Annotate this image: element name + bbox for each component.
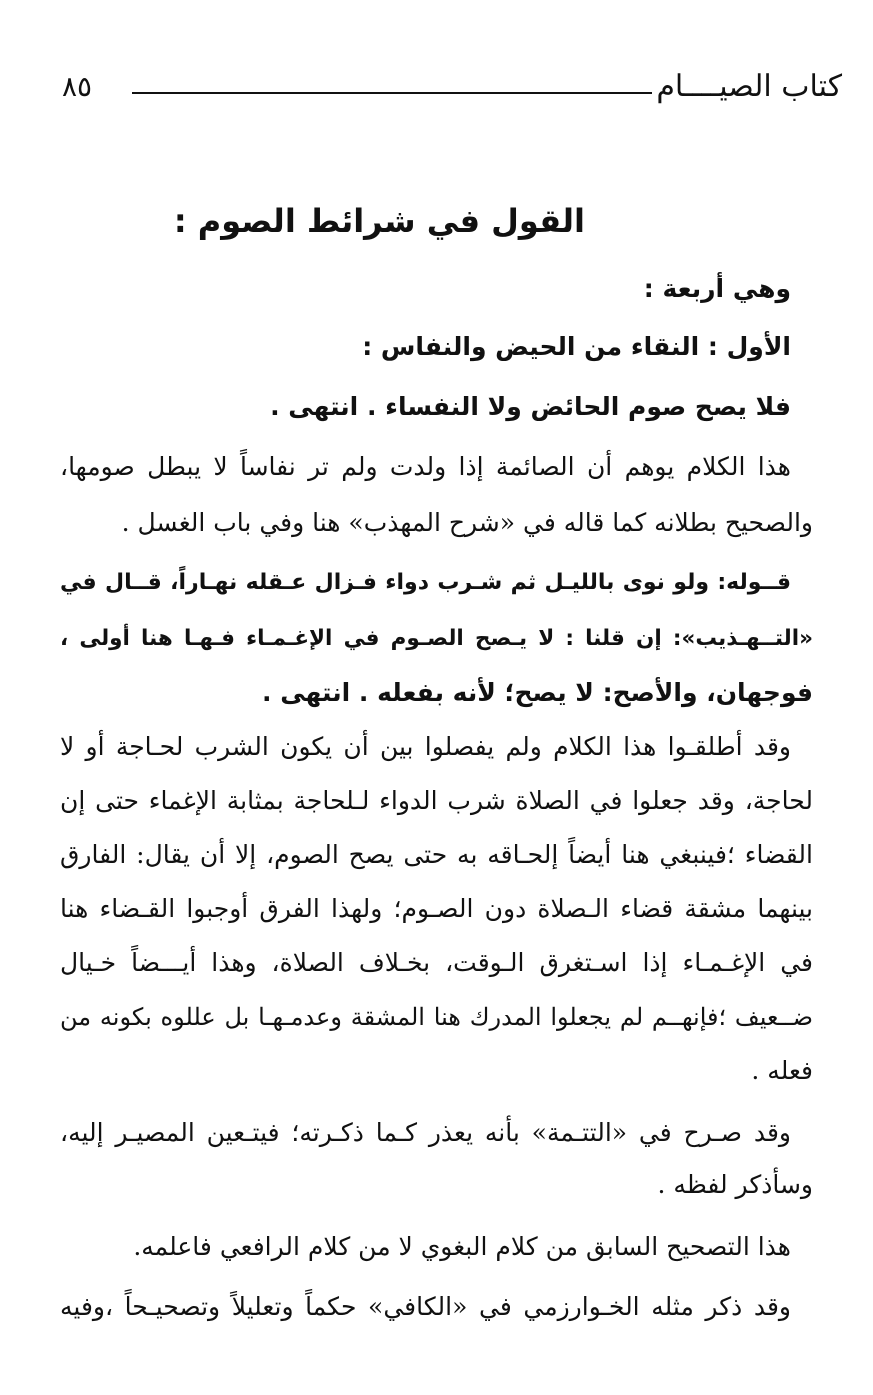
page-number: ٨٥ <box>62 70 93 103</box>
commentary-line: بينهما مشقة قضاء الـصلاة دون الصـوم؛ ولهذا الفرق أوجبوا القـضاء هنا <box>60 894 813 923</box>
commentary-line: ضــعيف ؛فإنهــم لم يجعلوا المدرك هنا المشقة وعدمـهـا بل عللوه بكونه من <box>60 1003 813 1031</box>
commentary-line: والصحيح بطلانه كما قاله في «شرح المهذب» هنا وفي باب الغسل . <box>121 508 813 537</box>
header-title: كتاب الصيــــام <box>656 69 842 104</box>
commentary-line: هذا الكلام يوهم أن الصائمة إذا ولدت ولم تر نفاساً لا يبطل صومها، <box>60 452 791 481</box>
commentary-line: وقد صـرح في «التتـمة» بأنه يعذر كـما ذكـرته؛ فيتـعين المصيـر إليه، <box>60 1118 791 1147</box>
commentary-line: وقد ذكر مثله الخـوارزمي في «الكافي» حكماً وتعليلاً وتصحيـحاً ،وفيه <box>60 1292 791 1321</box>
commentary-line: هذا التصحيح السابق من كلام البغوي لا من كلام الرافعي فاعلمه. <box>133 1232 791 1261</box>
commentary-line: لحاجة، وقد جعلوا في الصلاة شرب الدواء لـلحاجة بمثابة الإغماء حتى إن <box>60 786 813 815</box>
commentary-line: وقد أطلقـوا هذا الكلام ولم يفصلوا بين أن يكون الشرب لحـاجة أو لا <box>60 732 791 761</box>
commentary-line: القضاء ؛فينبغي هنا أيضاً إلحـاقه به حتى يصح الصوم، إلا أن يقال: الفارق <box>60 840 813 869</box>
quoted-text-line: قــوله: ولو نوى بالليـل ثم شـرب دواء فـزال عـقله نهـاراً، قــال في <box>60 570 791 595</box>
quoted-text-line: فلا يصح صوم الحائض ولا النفساء . انتهى . <box>270 392 791 421</box>
commentary-line: وسأذكر لفظه . <box>657 1170 813 1199</box>
quoted-text-line: فوجهان، والأصح: لا يصح؛ لأنه بفعله . انتهى . <box>262 678 813 707</box>
quoted-text-line: الأول : النقاء من الحيض والنفاس : <box>362 332 791 361</box>
commentary-line: في الإغـمـاء إذا اسـتغرق الـوقت، بخـلاف الصلاة، وهذا أيـــضاً خـيال <box>60 948 813 977</box>
section-heading: القول في شرائط الصوم : <box>173 202 585 240</box>
quoted-text-line: «التــهـذيب»: إن قلنا : لا يـصح الصـوم في الإغـمـاء فـهـا هنا أولى ، <box>60 626 813 651</box>
commentary-line: فعله . <box>751 1056 813 1085</box>
quoted-text-line: وهي أربعة : <box>643 274 791 303</box>
header-rule <box>132 92 652 94</box>
running-header <box>62 62 842 112</box>
